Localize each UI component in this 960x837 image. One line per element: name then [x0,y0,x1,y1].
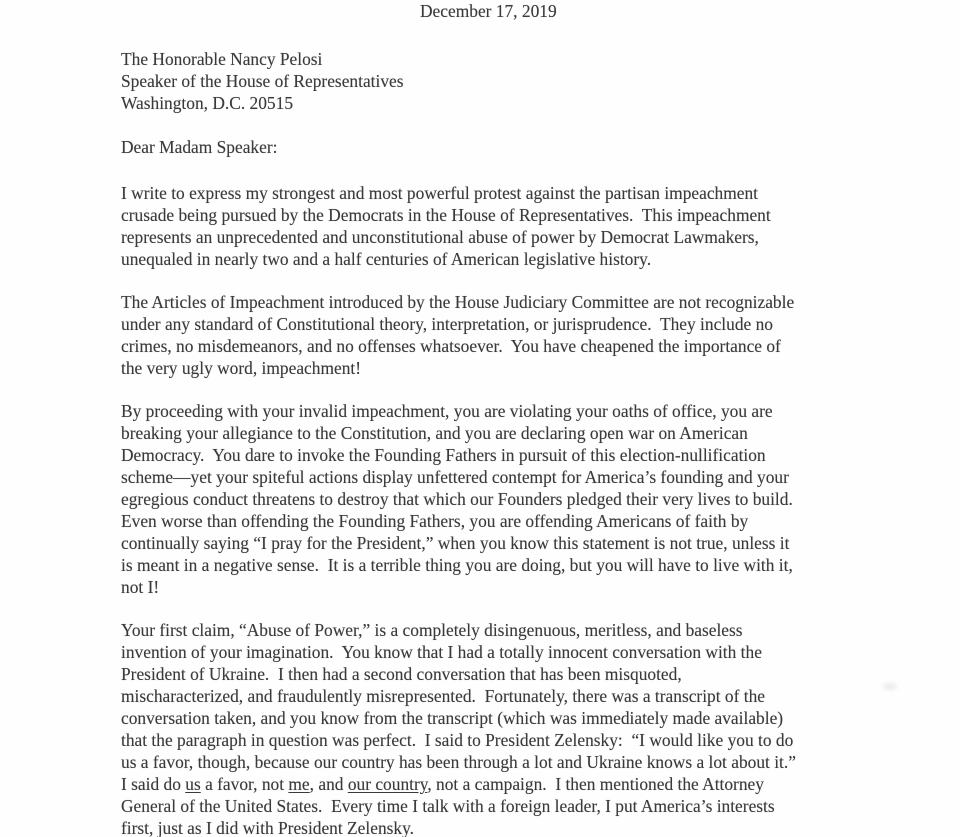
text-segment: invention of your imagination. You know that I had a totally innocent conversation with the [121,642,762,662]
letter-line [121,248,900,270]
scan-smudge-artifact [883,683,897,690]
letter-line [121,400,900,422]
text-segment: General of the United States. Every time I talk with a foreign leader, I put America’s interests [121,796,775,816]
recipient-line: Washington, D.C. 20515 [121,93,294,113]
letter-line [121,663,900,685]
letter-line [121,204,900,226]
letter-line [121,226,900,248]
text-segment: that the paragraph in question was perfect. I said to President Zelensky: “I would like you to do [121,730,794,750]
letter-date: December 17, 2019 [420,1,557,21]
text-segment: , and [309,774,348,794]
text-segment: By proceeding with your invalid impeachment, you are violating your oaths of office, you are [121,401,773,421]
underlined-text: our country [347,774,428,794]
text-segment: scheme—yet your spiteful actions display unfettered contempt for America’s founding and your [121,467,789,487]
letter-line [121,444,900,466]
letter-line [121,751,900,773]
text-segment: a favor, not [200,774,289,794]
text-segment: , not a campaign. I then mentioned the Attorney [427,774,764,794]
text-segment: unequaled in nearly two and a half centuries of American legislative history. [121,249,652,269]
letter-line [121,488,900,510]
text-segment: is meant in a negative sense. It is a terrible thing you are doing, but you will have to live with it, [121,555,793,575]
letter-paragraph [121,619,900,837]
underlined-text: us [185,774,201,794]
letter-body [121,182,900,837]
text-segment: egregious conduct threatens to destroy that which our Founders pledged their very lives to build. [121,489,793,509]
letter-line [121,422,900,444]
letter-paragraph [121,291,900,379]
text-segment: I said do [121,774,186,794]
text-segment: The Articles of Impeachment introduced by the House Judiciary Committee are not recognizable [121,292,795,312]
text-segment: crusade being pursued by the Democrats in the House of Representatives. This impeachment [121,205,771,225]
letter-paragraph [121,400,900,598]
underlined-text: me [288,774,310,794]
text-segment: first, just as I did with President Zelensky. [121,818,415,837]
letter-line [121,532,900,554]
letter-line [121,619,900,641]
letter-line [121,817,900,837]
text-segment: Even worse than offending the Founding Fathers, you are offending Americans of faith by [121,511,749,531]
text-segment: under any standard of Constitutional theory, interpretation, or jurisprudence. They include no [121,314,773,334]
letter-line [121,291,900,313]
recipient-line: The Honorable Nancy Pelosi [121,49,323,69]
letter-line [121,554,900,576]
letter-line [121,313,900,335]
text-segment: continually saying “I pray for the President,” when you know this statement is not true, unless it [121,533,790,553]
letter-line [121,795,900,817]
text-segment: crimes, no misdemeanors, and no offenses whatsoever. You have cheapened the importance of [121,336,781,356]
letter-line [121,641,900,663]
text-segment: us a favor, though, because our country has been through a lot and Ukraine knows a lot about it.” [121,752,796,772]
letter-line [121,773,900,795]
text-segment: Democracy. You dare to invoke the Founding Fathers in pursuit of this election-nullification [121,445,766,465]
text-segment: I write to express my strongest and most powerful protest against the partisan impeachment [121,183,759,203]
text-segment: not I! [121,577,160,597]
letter-line [121,510,900,532]
letter-line [121,182,900,204]
letter-line [121,357,900,379]
salutation: Dear Madam Speaker: [121,137,278,157]
text-segment: represents an unprecedented and unconstitutional abuse of power by Democrat Lawmakers, [121,227,759,247]
text-segment: conversation taken, and you know from the transcript (which was immediately made available) [121,708,784,728]
letter-line [121,466,900,488]
text-segment: breaking your allegiance to the Constitution, and you are declaring open war on American [121,423,748,443]
letter-line [121,729,900,751]
letter-line [121,685,900,707]
text-segment: mischaracterized, and fraudulently misrepresented. Fortunately, there was a transcript of the [121,686,766,706]
recipient-block [121,48,900,114]
text-segment: the very ugly word, impeachment! [121,358,362,378]
text-segment: President of Ukraine. I then had a second conversation that has been misquoted, [121,664,682,684]
letter-line [121,576,900,598]
text-segment: Your first claim, “Abuse of Power,” is a completely disingenuous, meritless, and baseless [121,620,743,640]
letter-line [121,335,900,357]
letter-paragraph [121,182,900,270]
recipient-line: Speaker of the House of Representatives [121,71,404,91]
letter-line [121,707,900,729]
